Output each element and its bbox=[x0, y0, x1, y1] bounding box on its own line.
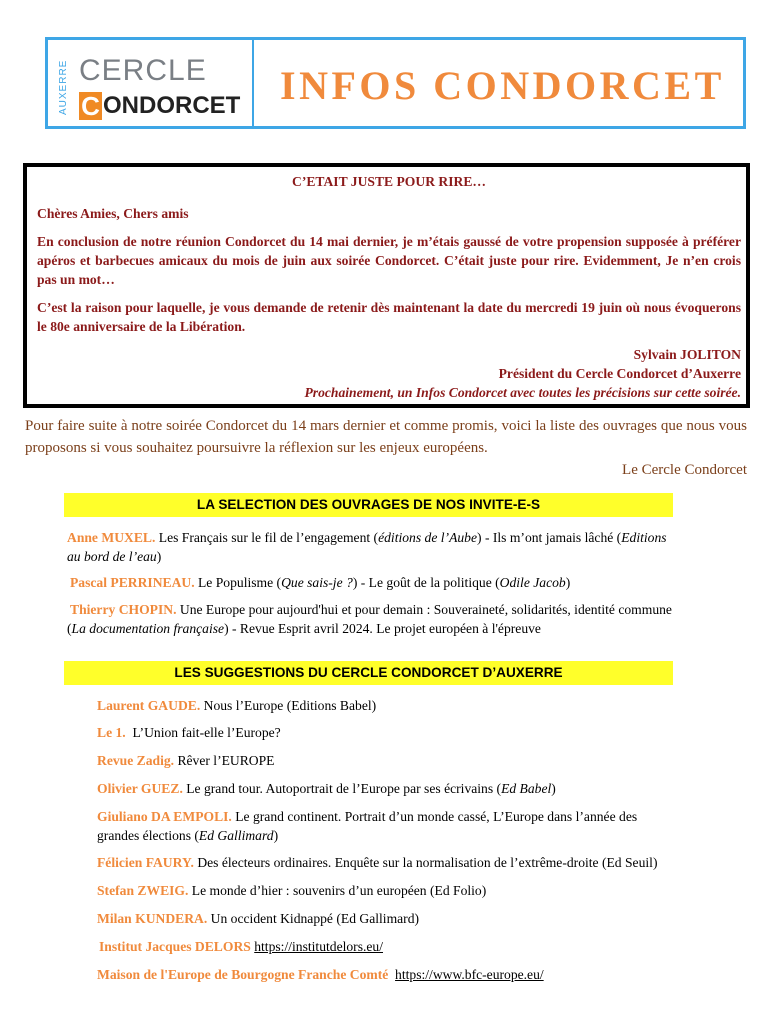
publisher: Editions au bord de l’eau bbox=[67, 530, 667, 564]
author-name: Olivier GUEZ. bbox=[97, 781, 183, 796]
entry-text: Nous l’Europe (Editions Babel) bbox=[200, 698, 377, 713]
section-header-cercle-suggestions: LES SUGGESTIONS DU CERCLE CONDORCET D’AUXERRE bbox=[64, 661, 673, 685]
message-paragraph-2: C’est la raison pour laquelle, je vous demande de retenir dès maintenant la date du mercredi 19 juin où nous évoquerons le 80e anniversaire de la Libération. bbox=[37, 300, 741, 334]
book-entry bbox=[67, 528, 667, 566]
book-entry bbox=[97, 723, 697, 742]
entry-text: L’Union fait-elle l’Europe? bbox=[125, 725, 281, 740]
author-name: Giuliano DA EMPOLI. bbox=[97, 809, 232, 824]
author-name: Stefan ZWEIG. bbox=[97, 883, 189, 898]
section-header-guest-selection: LA SELECTION DES OUVRAGES DE NOS INVITE-E-S bbox=[64, 493, 673, 517]
book-entry bbox=[97, 909, 697, 928]
entry-text: Un occident Kidnappé (Ed Gallimard) bbox=[207, 911, 420, 926]
entry-text: ) - Le goût de la politique ( bbox=[352, 575, 500, 590]
book-entry bbox=[97, 881, 697, 900]
entry-text: Le grand tour. Autoportrait de l’Europe par ses écrivains ( bbox=[182, 781, 502, 796]
message-signer-role: Président du Cercle Condorcet d’Auxerre bbox=[498, 366, 741, 381]
publisher: éditions de l’Aube bbox=[378, 530, 478, 545]
message-footnote: Prochainement, un Infos Condorcet avec toutes les précisions sur cette soirée. bbox=[304, 385, 741, 400]
logo-city-label: AUXERRE bbox=[58, 59, 69, 115]
message-title: C’ETAIT JUSTE POUR RIRE… bbox=[292, 174, 486, 189]
entry-text: ) bbox=[156, 549, 162, 564]
entry-text: Une Europe pour aujourd'hui et pour demain : Souveraineté, solidarités, identité commune ( bbox=[67, 602, 672, 636]
message-signer: Sylvain JOLITON bbox=[633, 347, 741, 362]
author-name: Félicien FAURY. bbox=[97, 855, 194, 870]
book-entry bbox=[70, 573, 670, 592]
cercle-condorcet-logo bbox=[48, 40, 254, 126]
entry-text: Rêver l’EUROPE bbox=[174, 753, 275, 768]
president-message-box bbox=[23, 163, 750, 408]
newsletter-header bbox=[45, 37, 746, 129]
book-entry bbox=[97, 779, 697, 798]
entry-text: Les Français sur le fil de l’engagement ( bbox=[155, 530, 379, 545]
bfc-europe-link[interactable]: https://www.bfc-europe.eu/ bbox=[395, 967, 544, 982]
resource-entry bbox=[99, 937, 699, 956]
entry-text: Le Populisme ( bbox=[194, 575, 282, 590]
author-name: Le 1. bbox=[97, 725, 126, 740]
entry-text: ) - Ils m’ont jamais lâché ( bbox=[477, 530, 622, 545]
author-name: Anne MUXEL. bbox=[67, 530, 156, 545]
book-entry bbox=[97, 696, 697, 715]
author-name: Laurent GAUDE. bbox=[97, 698, 201, 713]
book-entry bbox=[97, 853, 717, 872]
logo-c-mark: C bbox=[79, 92, 102, 120]
publisher: Odile Jacob bbox=[499, 575, 566, 590]
intro-paragraph bbox=[25, 415, 747, 481]
publisher: Ed Babel bbox=[501, 781, 552, 796]
message-paragraph-1: En conclusion de notre réunion Condorcet du 14 mai dernier, je m’étais gaussé de votre propension supposée à préférer apéros et barbecues amicaux du mois de juin aux soirée Condorcet. C’était juste pour rire. Evidemment, Je n’en crois pas un mot… bbox=[37, 234, 741, 287]
intro-text: Pour faire suite à notre soirée Condorcet du 14 mars dernier et comme promis, voici la liste des ouvrages que nous vous proposons si vous souhaitez poursuivre la réflexion sur les enjeux européens. bbox=[25, 418, 747, 456]
entry-text: Le monde d’hier : souvenirs d’un européen (Ed Folio) bbox=[188, 883, 487, 898]
entry-text: ) bbox=[565, 575, 571, 590]
intro-signature: Le Cercle Condorcet bbox=[622, 462, 747, 478]
author-name: Thierry CHOPIN. bbox=[70, 602, 177, 617]
logo-bottom-text: ONDORCET bbox=[103, 92, 241, 119]
book-entry bbox=[97, 807, 677, 845]
newsletter-title: INFOS CONDORCET bbox=[280, 63, 725, 108]
author-name: Revue Zadig. bbox=[97, 753, 175, 768]
institut-delors-link[interactable]: https://institutdelors.eu/ bbox=[254, 939, 383, 954]
entry-text: ) bbox=[273, 828, 279, 843]
entry-text: ) bbox=[551, 781, 556, 796]
message-greeting: Chères Amies, Chers amis bbox=[37, 206, 189, 221]
logo-bottom-word bbox=[79, 91, 240, 121]
resource-entry bbox=[97, 965, 717, 984]
book-entry bbox=[67, 600, 682, 638]
publisher: La documentation française bbox=[71, 621, 225, 636]
publisher: Ed Gallimard bbox=[198, 828, 274, 843]
entry-text: ) - Revue Esprit avril 2024. Le projet européen à l'épreuve bbox=[224, 621, 541, 636]
organization-name: Institut Jacques DELORS bbox=[99, 939, 251, 954]
organization-name: Maison de l'Europe de Bourgogne Franche Comté bbox=[97, 967, 389, 982]
author-name: Pascal PERRINEAU. bbox=[70, 575, 195, 590]
entry-text: Des électeurs ordinaires. Enquête sur la normalisation de l’extrême-droite (Ed Seuil) bbox=[193, 855, 658, 870]
book-entry bbox=[97, 751, 697, 770]
entry-text: Le grand continent. Portrait d’un monde cassé, L’Europe dans l’année des grandes élections ( bbox=[97, 809, 638, 843]
publisher: Que sais-je ? bbox=[281, 575, 353, 590]
logo-top-word: CERCLE bbox=[79, 54, 207, 87]
author-name: Milan KUNDERA. bbox=[97, 911, 208, 926]
